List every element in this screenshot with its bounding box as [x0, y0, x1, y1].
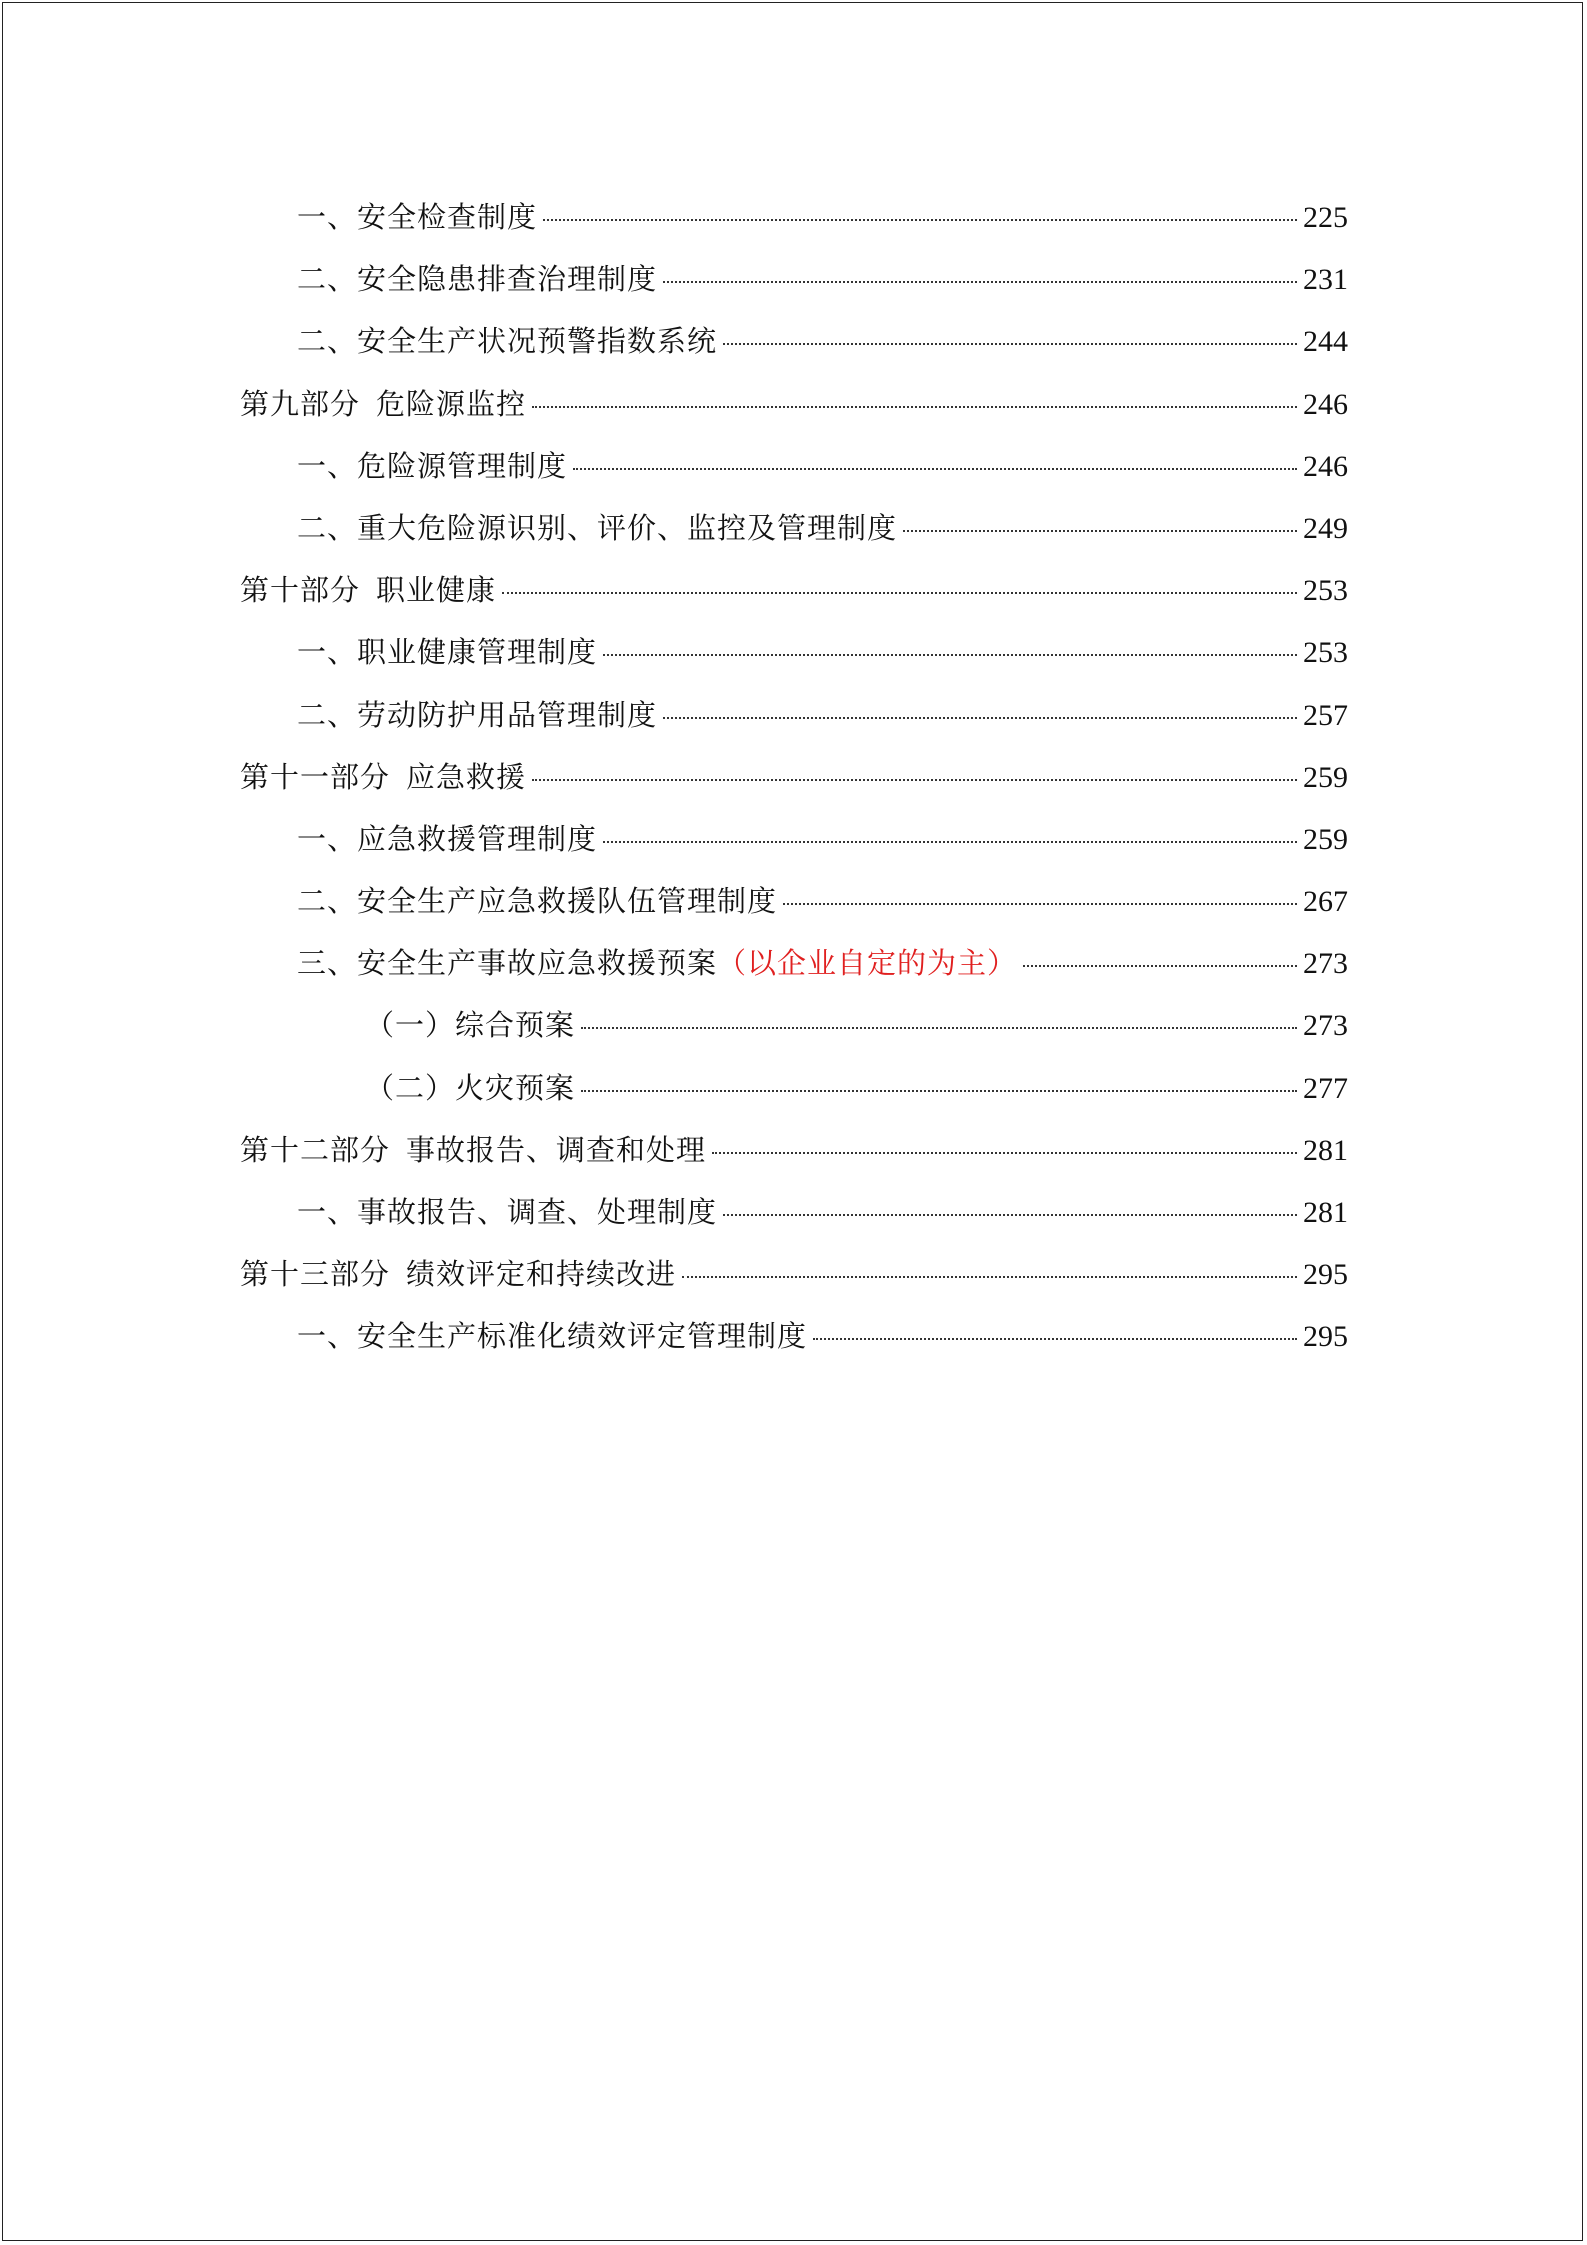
toc-entry[interactable] — [240, 310, 1348, 372]
toc-entry[interactable] — [240, 932, 1348, 994]
toc-page-number: 244 — [1303, 325, 1348, 359]
toc-page-number: 257 — [1303, 698, 1348, 732]
toc-dot-leader — [682, 1276, 1297, 1278]
toc-page-number: 295 — [1303, 1258, 1348, 1292]
toc-part-heading — [240, 746, 526, 808]
toc-entry-title: 二、安全生产应急救援队伍管理制度 — [297, 884, 778, 919]
toc-page-number: 246 — [1303, 449, 1348, 483]
toc-page-number: 267 — [1303, 885, 1348, 919]
toc-part-heading — [240, 1243, 676, 1305]
toc-dot-leader — [603, 841, 1297, 843]
toc-dot-leader — [532, 779, 1297, 781]
toc-part-title: 绩效评定和持续改进 — [406, 1257, 677, 1292]
toc-dot-leader — [581, 1090, 1297, 1092]
toc-entry-title: 二、劳动防护用品管理制度 — [297, 697, 658, 732]
toc-entry[interactable] — [240, 684, 1348, 746]
toc-page-number: 273 — [1303, 947, 1348, 981]
toc-entry[interactable] — [240, 808, 1348, 870]
toc-entry[interactable] — [240, 248, 1348, 310]
toc-dot-leader — [723, 343, 1297, 345]
toc-entry-title: 三、安全生产事故应急救援预案 — [297, 946, 718, 981]
toc-part-number: 第九部分 — [240, 386, 361, 421]
toc-part-title: 危险源监控 — [376, 386, 527, 421]
toc-part-entry[interactable] — [240, 559, 1348, 621]
toc-entry-title: 二、重大危险源识别、评价、监控及管理制度 — [297, 510, 898, 545]
toc-dot-leader — [712, 1152, 1297, 1154]
toc-entry-title: 一、安全生产标准化绩效评定管理制度 — [297, 1319, 808, 1354]
toc-part-number: 第十三部分 — [240, 1257, 391, 1292]
toc-page-number: 259 — [1303, 822, 1348, 856]
toc-page-number: 259 — [1303, 760, 1348, 794]
toc-entry-title: 二、安全生产状况预警指数系统 — [297, 324, 718, 359]
toc-entry-title: 一、危险源管理制度 — [297, 448, 568, 483]
toc-page-number: 253 — [1303, 636, 1348, 670]
toc-entry[interactable] — [240, 1181, 1348, 1243]
toc-part-heading — [240, 559, 496, 621]
toc-entry-title: （一）综合预案 — [365, 1008, 576, 1043]
toc-page-number: 281 — [1303, 1133, 1348, 1167]
toc-page-number: 225 — [1303, 201, 1348, 234]
toc-entry-title-with-note — [297, 932, 1017, 994]
toc-dot-leader — [903, 530, 1297, 532]
toc-entry[interactable] — [240, 186, 1348, 248]
toc-dot-leader — [502, 592, 1297, 594]
toc-page-number: 281 — [1303, 1196, 1348, 1229]
toc-entry-note: （以企业自定的为主） — [717, 946, 1018, 981]
toc-dot-leader — [723, 1214, 1297, 1216]
toc-page-number: 277 — [1303, 1071, 1348, 1105]
toc-dot-leader — [663, 281, 1297, 283]
toc-page-number: 249 — [1303, 511, 1348, 545]
toc-entry-title: 一、事故报告、调查、处理制度 — [297, 1195, 718, 1229]
toc-part-number: 第十部分 — [240, 573, 361, 608]
toc-dot-leader — [573, 468, 1297, 470]
toc-part-number: 第十一部分 — [240, 759, 391, 794]
toc-entry[interactable] — [240, 1057, 1348, 1119]
toc-dot-leader — [1023, 965, 1297, 967]
toc-dot-leader — [543, 219, 1297, 221]
toc-entry[interactable] — [240, 497, 1348, 559]
toc-entry-title: 一、职业健康管理制度 — [297, 635, 598, 670]
toc-part-entry[interactable] — [240, 373, 1348, 435]
toc-entry-title: 一、安全检查制度 — [297, 200, 538, 234]
toc-part-entry[interactable] — [240, 1243, 1348, 1305]
toc-entry-title: 一、应急救援管理制度 — [297, 821, 598, 856]
toc-part-heading — [240, 373, 526, 435]
toc-dot-leader — [532, 406, 1297, 408]
toc-part-title: 事故报告、调查和处理 — [406, 1132, 707, 1167]
toc-entry[interactable] — [240, 1305, 1348, 1367]
toc-part-entry[interactable] — [240, 1119, 1348, 1181]
toc-dot-leader — [581, 1027, 1297, 1029]
toc-page-number: 231 — [1303, 263, 1348, 297]
toc-part-entry[interactable] — [240, 746, 1348, 808]
toc-dot-leader — [663, 717, 1297, 719]
toc-dot-leader — [783, 903, 1297, 905]
toc-entry[interactable] — [240, 870, 1348, 932]
toc-entry-title: （二）火灾预案 — [365, 1070, 576, 1105]
toc-page-number: 273 — [1303, 1009, 1348, 1043]
toc-page-number: 246 — [1303, 387, 1348, 421]
toc-part-title: 应急救援 — [406, 759, 527, 794]
toc-part-number: 第十二部分 — [240, 1132, 391, 1167]
toc-entry[interactable] — [240, 994, 1348, 1056]
table-of-contents — [240, 186, 1348, 1368]
toc-part-title: 职业健康 — [376, 573, 497, 608]
toc-page-number: 253 — [1303, 574, 1348, 608]
toc-dot-leader — [603, 654, 1297, 656]
toc-entry-title: 二、安全隐患排查治理制度 — [297, 262, 658, 297]
toc-part-heading — [240, 1119, 706, 1181]
toc-entry[interactable] — [240, 435, 1348, 497]
toc-page-number: 295 — [1303, 1320, 1348, 1354]
toc-entry[interactable] — [240, 621, 1348, 683]
toc-dot-leader — [813, 1338, 1297, 1340]
